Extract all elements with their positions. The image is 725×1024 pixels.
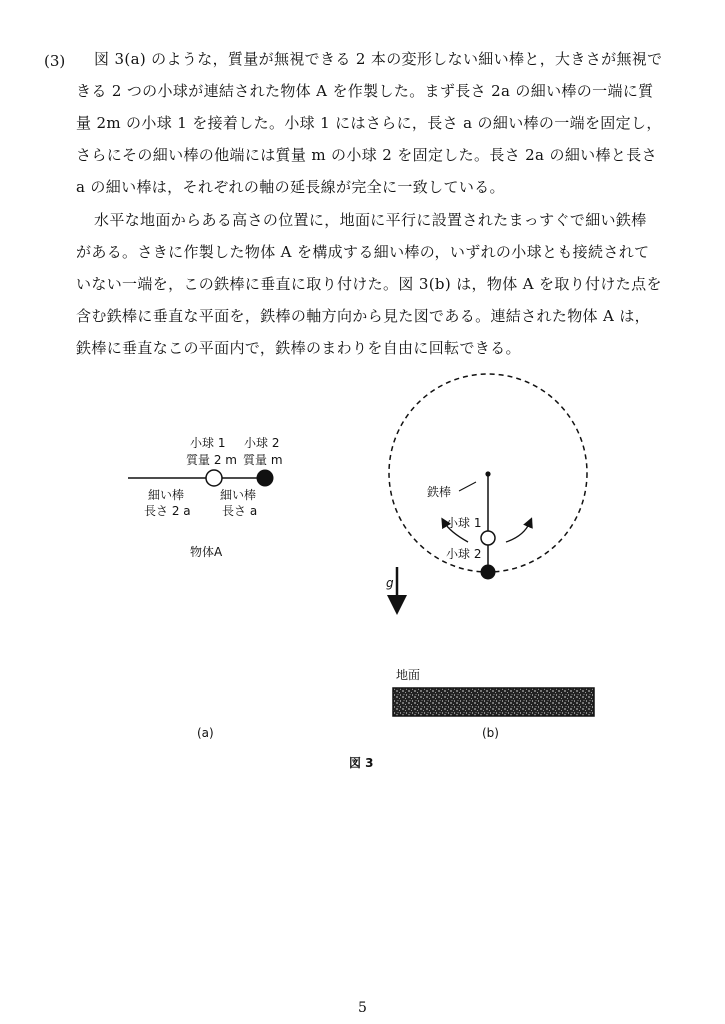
paragraph-line: a の細い棒は，それぞれの軸の延長線が完全に一致している。 xyxy=(76,178,505,196)
ball-1 xyxy=(206,470,222,486)
figure-caption: 図 3 xyxy=(349,756,374,770)
short-rod-length-label: 長さ a xyxy=(222,504,258,518)
paragraph-line: 量 2m の小球 1 を接着した。小球 1 にはさらに，長さ a の細い棒の一端を固定し， xyxy=(76,114,662,132)
object-a-label: 物体A xyxy=(190,545,223,559)
gravity-label: g xyxy=(386,576,394,590)
ball-2-b-label: 小球 2 xyxy=(446,547,482,561)
paragraph-line: さらにその細い棒の他端には質量 m の小球 2 を固定した。長さ 2a の細い棒と長さ xyxy=(76,146,657,164)
paragraph-line: 水平な地面からある高さの位置に，地面に平行に設置されたまっすぐで細い鉄棒 xyxy=(94,211,647,229)
bar-leader-line xyxy=(459,482,476,491)
ground-label: 地面 xyxy=(396,668,421,682)
bar-label: 鉄棒 xyxy=(427,485,452,499)
ball-1-label: 小球 1 xyxy=(190,436,226,450)
ball-2-label: 小球 2 xyxy=(244,436,280,450)
ball-1-mass-label: 質量 2 m xyxy=(186,453,237,467)
short-rod-name-label: 細い棒 xyxy=(220,488,257,502)
ball-2-b xyxy=(481,565,496,580)
ball-2 xyxy=(257,470,274,487)
long-rod-length-label: 長さ 2 a xyxy=(144,504,191,518)
long-rod-name-label: 細い棒 xyxy=(148,488,185,502)
paragraph-line: いない一端を，この鉄棒に垂直に取り付けた。図 3(b) は，物体 A を取り付けた点を xyxy=(76,275,662,293)
caption-b: (b) xyxy=(482,726,499,740)
paragraph-line: がある。さきに作製した物体 A を構成する細い棒の，いずれの小球とも接続されて xyxy=(76,243,650,261)
figure-b-rotation xyxy=(389,374,594,716)
paragraph-line: 鉄棒に垂直なこの平面内で，鉄棒のまわりを自由に回転できる。 xyxy=(76,339,521,357)
rotation-arrow-right xyxy=(506,522,530,542)
page-number: 5 xyxy=(358,1000,367,1016)
ball-1-b-label: 小球 1 xyxy=(446,516,482,530)
figure-a-object xyxy=(128,470,274,487)
paragraph-line: きる 2 つの小球が連結された物体 A を作製した。まず長さ 2a の細い棒の一端に質 xyxy=(76,82,654,100)
ball-1-b xyxy=(481,531,495,545)
ball-2-mass-label: 質量 m xyxy=(243,453,283,467)
problem-number: (3) xyxy=(44,52,66,70)
ground xyxy=(393,688,594,716)
caption-a: (a) xyxy=(197,726,214,740)
paragraph-line: 含む鉄棒に垂直な平面を，鉄棒の軸方向から見た図である。連結された物体 A は， xyxy=(76,307,651,325)
paragraph-line: 図 3(a) のような，質量が無視できる 2 本の変形しない細い棒と，大きさが無視で xyxy=(94,50,663,68)
